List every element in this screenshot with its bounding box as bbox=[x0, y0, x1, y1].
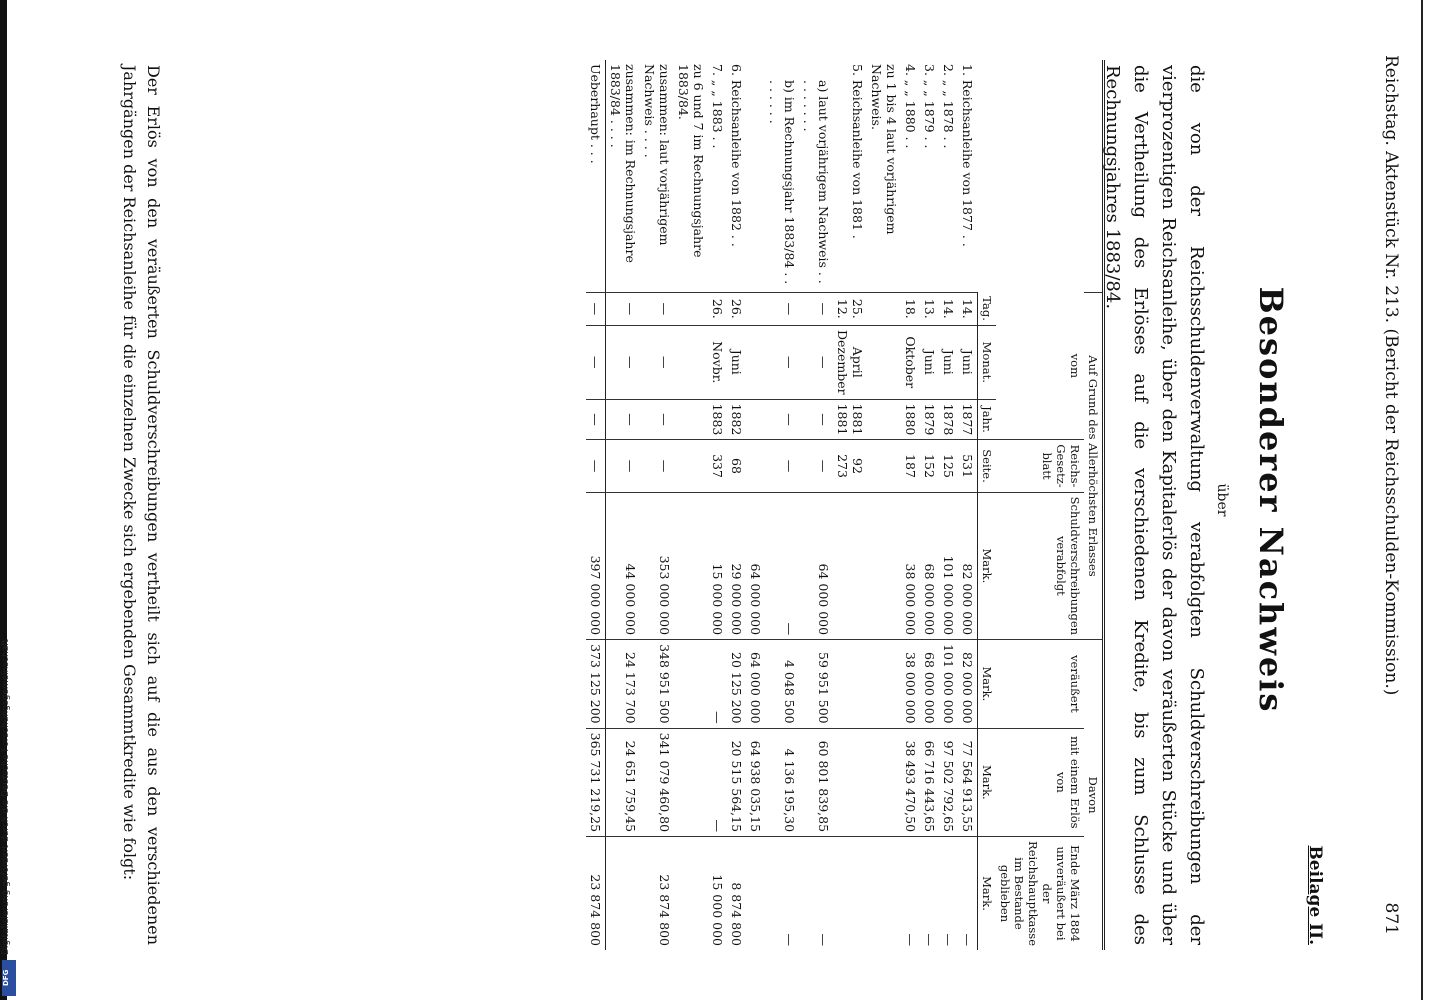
digitization-note: Digitalisierung gefördert durch die Deutsche Forschungsgemeinschaft bbox=[1, 639, 11, 955]
cell-tag bbox=[867, 292, 901, 325]
row-label: zu 6 und 7 im Rechnungsjahre 1883/84. bbox=[676, 64, 706, 258]
row-label: zusammen: laut vorjährigem Nachweis . . . . bbox=[642, 64, 672, 246]
header-erloes: mit einem Erlös von bbox=[996, 728, 1084, 836]
cell-verabfolgt bbox=[833, 492, 867, 639]
cell-tag: — bbox=[799, 292, 833, 325]
cell-veraeussert: 59 951 500 bbox=[799, 640, 833, 729]
header-verabfolgt: Schuldverschreibungen verabfolgt bbox=[996, 492, 1084, 639]
cell-veraeussert bbox=[833, 640, 867, 729]
cell-tag bbox=[746, 292, 765, 325]
cell-seite bbox=[867, 440, 901, 492]
cell-bestand: 8 874 800 bbox=[727, 837, 746, 950]
cell-veraeussert bbox=[674, 640, 708, 729]
cell-tag: 25. 12. bbox=[833, 292, 867, 325]
cell-seite: — bbox=[765, 440, 799, 492]
cell-bestand: 23 874 800 bbox=[586, 837, 606, 950]
cell-seite: 152 bbox=[920, 440, 939, 492]
cell-verabfolgt: 353 000 000 bbox=[640, 492, 674, 639]
cell-monat: Novbr. bbox=[708, 325, 727, 399]
cell-veraeussert: — bbox=[708, 640, 727, 729]
cell-bestand bbox=[867, 837, 901, 950]
table-row bbox=[920, 60, 939, 950]
cell-monat: — bbox=[586, 325, 606, 399]
cell-monat bbox=[746, 325, 765, 399]
cell-verabfolgt bbox=[674, 492, 708, 639]
cell-jahr: 1878 bbox=[939, 399, 958, 440]
header-vom: vom bbox=[1068, 353, 1082, 378]
cell-erloes: 64 938 035,15 bbox=[746, 728, 765, 836]
cell-tag: 26. bbox=[727, 292, 746, 325]
table-row bbox=[799, 60, 833, 950]
cell-veraeussert: 38 000 000 bbox=[901, 640, 920, 729]
cell-monat bbox=[674, 325, 708, 399]
table-row bbox=[958, 60, 978, 950]
table-row bbox=[765, 60, 799, 950]
cell-veraeussert: 82 000 000 bbox=[958, 640, 978, 729]
table-row bbox=[674, 60, 708, 950]
cell-bestand bbox=[833, 837, 867, 950]
table-row bbox=[586, 60, 606, 950]
cell-erloes: 77 564 913,55 bbox=[958, 728, 978, 836]
cell-monat: Juni bbox=[939, 325, 958, 399]
cell-erloes: 341 079 460,80 bbox=[640, 728, 674, 836]
header-left: Reichstag. Aktenstück Nr. 213. (Bericht der Reichsschulden-Kommission.) bbox=[1381, 55, 1401, 696]
cell-veraeussert: 4 048 500 bbox=[765, 640, 799, 729]
cell-verabfolgt: 397 000 000 bbox=[586, 492, 606, 639]
cell-jahr: — bbox=[586, 399, 606, 440]
document-title: Besonderer Nachweis bbox=[1252, 286, 1290, 714]
header-veraeussert: veräußert bbox=[996, 640, 1084, 729]
cell-seite: 68 bbox=[727, 440, 746, 492]
title-ueber: über bbox=[1214, 483, 1230, 517]
cell-erloes bbox=[674, 728, 708, 836]
cell-tag: 14. bbox=[939, 292, 958, 325]
cell-jahr: — bbox=[606, 399, 641, 440]
cell-jahr bbox=[674, 399, 708, 440]
cell-jahr: — bbox=[765, 399, 799, 440]
cell-seite: 531 bbox=[958, 440, 978, 492]
cell-seite bbox=[674, 440, 708, 492]
cell-verabfolgt: 29 000 000 bbox=[727, 492, 746, 639]
cell-bestand bbox=[606, 837, 641, 950]
table-row bbox=[746, 60, 765, 950]
cell-jahr: 1881 1881 bbox=[833, 399, 867, 440]
row-label: a) laut vorjährigem Nachweis . . . . . . . . . bbox=[801, 80, 831, 284]
cell-bestand: — bbox=[765, 837, 799, 950]
cell-bestand: — bbox=[958, 837, 978, 950]
cell-tag: — bbox=[640, 292, 674, 325]
header-monat: Monat. bbox=[978, 325, 997, 399]
cell-jahr: 1879 bbox=[920, 399, 939, 440]
header-mark-4: Mark. bbox=[978, 837, 997, 950]
cell-monat: Juni bbox=[958, 325, 978, 399]
cell-veraeussert: 68 000 000 bbox=[920, 640, 939, 729]
cell-bestand bbox=[674, 837, 708, 950]
header-mark-1: Mark. bbox=[978, 492, 997, 639]
cell-erloes: 365 731 219,25 bbox=[586, 728, 606, 836]
row-label: zu 1 bis 4 laut vorjährigem Nachweis. bbox=[869, 64, 899, 235]
cell-jahr: 1883 bbox=[708, 399, 727, 440]
cell-monat: April Dezember bbox=[833, 325, 867, 399]
cell-jahr bbox=[867, 399, 901, 440]
header-mark-3: Mark. bbox=[978, 728, 997, 836]
cell-erloes: 20 515 564,15 bbox=[727, 728, 746, 836]
table-row bbox=[708, 60, 727, 950]
page-number: 871 bbox=[1381, 902, 1401, 935]
cell-bestand: 15 000 000 bbox=[708, 837, 727, 950]
cell-monat: Oktober bbox=[901, 325, 920, 399]
cell-seite: — bbox=[586, 440, 606, 492]
cell-bestand: — bbox=[920, 837, 939, 950]
table-body bbox=[586, 60, 978, 950]
cell-erloes: 38 493 470,50 bbox=[901, 728, 920, 836]
cell-jahr bbox=[746, 399, 765, 440]
cell-tag: — bbox=[765, 292, 799, 325]
running-header bbox=[1375, 35, 1405, 965]
cell-veraeussert: 64 000 000 bbox=[746, 640, 765, 729]
cell-erloes: 24 651 759,45 bbox=[606, 728, 641, 836]
table-row bbox=[901, 60, 920, 950]
cell-erloes: 60 801 839,85 bbox=[799, 728, 833, 836]
nachweis-table bbox=[586, 60, 1105, 950]
cell-monat: — bbox=[799, 325, 833, 399]
dfg-logo: DFG bbox=[2, 960, 16, 996]
cell-veraeussert: 373 125 200 bbox=[586, 640, 606, 729]
cell-bestand: — bbox=[939, 837, 958, 950]
scan-edge-right bbox=[1421, 0, 1423, 1000]
cell-tag: — bbox=[606, 292, 641, 325]
table-row bbox=[939, 60, 958, 950]
cell-verabfolgt: 64 000 000 bbox=[799, 492, 833, 639]
cell-veraeussert bbox=[867, 640, 901, 729]
cell-tag: — bbox=[586, 292, 606, 325]
cell-seite: 125 bbox=[939, 440, 958, 492]
table-row bbox=[640, 60, 674, 950]
table-row bbox=[867, 60, 901, 950]
cell-monat: Juni bbox=[920, 325, 939, 399]
cell-erloes bbox=[867, 728, 901, 836]
cell-monat: — bbox=[640, 325, 674, 399]
cell-veraeussert: 348 951 500 bbox=[640, 640, 674, 729]
row-label: 7. „ „ 1883 . . bbox=[710, 64, 725, 149]
cell-tag bbox=[674, 292, 708, 325]
cell-veraeussert: 101 000 000 bbox=[939, 640, 958, 729]
cell-seite: 92 273 bbox=[833, 440, 867, 492]
cell-jahr: 1882 bbox=[727, 399, 746, 440]
row-label: 6. Reichsanleihe von 1882 . . bbox=[729, 64, 744, 247]
cell-monat: — bbox=[765, 325, 799, 399]
cell-monat: Juni bbox=[727, 325, 746, 399]
beilage-label: Beilage II. bbox=[1305, 845, 1325, 945]
cell-seite: 187 bbox=[901, 440, 920, 492]
header-rgbl: Reichs-Gesetz-blatt bbox=[996, 440, 1084, 492]
cell-bestand: — bbox=[799, 837, 833, 950]
row-label: 2. „ „ 1878 . . bbox=[941, 64, 956, 149]
cell-tag: 13. bbox=[920, 292, 939, 325]
table-row bbox=[727, 60, 746, 950]
cell-tag: 14. bbox=[958, 292, 978, 325]
cell-verabfolgt: 68 000 000 bbox=[920, 492, 939, 639]
header-tag: Tag. bbox=[978, 292, 997, 325]
cell-erloes bbox=[833, 728, 867, 836]
row-label: zusammen: im Rechnungsjahre 1883/84 . . . . bbox=[608, 64, 638, 263]
cell-monat bbox=[867, 325, 901, 399]
header-seite: Seite. bbox=[978, 440, 997, 492]
header-mark-2: Mark. bbox=[978, 640, 997, 729]
cell-veraeussert: 20 125 200 bbox=[727, 640, 746, 729]
intro-text: die von der Reichsschuldenverwaltung verabfolgten Schuldverschreibungen der vierprozentigen Reichsanleihe, über den Kapitalerlös der davon veräußerten Stücke und über die Vertheilung des Erlöses auf die verschiedenen Kredite, bis zum Schlusse des Rechnungsjahres 1883/84. bbox=[1102, 65, 1207, 945]
cell-erloes: 4 136 195,30 bbox=[765, 728, 799, 836]
cell-seite: 337 bbox=[708, 440, 727, 492]
cell-monat: — bbox=[606, 325, 641, 399]
header-erlass: Auf Grund des Allerhöchsten Erlasses bbox=[1084, 292, 1104, 639]
row-label: 3. „ „ 1879 . . bbox=[922, 64, 937, 149]
header-blank bbox=[978, 60, 1104, 292]
cell-jahr: 1877 bbox=[958, 399, 978, 440]
cell-bestand bbox=[746, 837, 765, 950]
table-row bbox=[833, 60, 867, 950]
rotated-document-page bbox=[105, 35, 1405, 965]
cell-verabfolgt: 101 000 000 bbox=[939, 492, 958, 639]
cell-erloes: 97 502 792,65 bbox=[939, 728, 958, 836]
cell-verabfolgt: 38 000 000 bbox=[901, 492, 920, 639]
footer-text: Der Erlös von den veräußerten Schuldverschreibungen vertheilt sich auf die aus den verschiedenen Jahrgängen der Reichsanleihe für die einzelnen Zwecke sich ergebenden Gesammtkredite wie folgt: bbox=[120, 65, 163, 945]
header-jahr: Jahr. bbox=[978, 399, 997, 440]
cell-seite bbox=[746, 440, 765, 492]
cell-verabfolgt: — bbox=[765, 492, 799, 639]
cell-verabfolgt bbox=[867, 492, 901, 639]
cell-seite: — bbox=[799, 440, 833, 492]
cell-jahr: — bbox=[640, 399, 674, 440]
cell-erloes: 66 716 443,65 bbox=[920, 728, 939, 836]
cell-seite: — bbox=[640, 440, 674, 492]
cell-verabfolgt: 15 000 000 bbox=[708, 492, 727, 639]
row-label: b) im Rechnungsjahr 1883/84 . . . . . . . . bbox=[767, 80, 797, 285]
cell-veraeussert: 24 173 700 bbox=[606, 640, 641, 729]
row-label: 1. Reichsanleihe von 1877 . . bbox=[960, 64, 976, 247]
header-bestand: Ende März 1884 unveräußert bei der Reichshauptkasse im Bestande geblieben bbox=[996, 837, 1084, 950]
row-label: 5. Reichsanleihe von 1881 . bbox=[850, 64, 865, 239]
header-davon: Davon bbox=[1084, 640, 1104, 950]
row-label bbox=[746, 60, 765, 292]
row-label: 4. „ „ 1880 . . bbox=[903, 64, 918, 149]
cell-jahr: — bbox=[799, 399, 833, 440]
cell-erloes: — bbox=[708, 728, 727, 836]
cell-tag: 26. bbox=[708, 292, 727, 325]
cell-verabfolgt: 64 000 000 bbox=[746, 492, 765, 639]
cell-bestand: 23 874 800 bbox=[640, 837, 674, 950]
cell-verabfolgt: 44 000 000 bbox=[606, 492, 641, 639]
cell-verabfolgt: 82 000 000 bbox=[958, 492, 978, 639]
table-row bbox=[606, 60, 641, 950]
cell-bestand: — bbox=[901, 837, 920, 950]
row-label: Ueberhaupt . . . bbox=[586, 60, 606, 292]
cell-seite: — bbox=[606, 440, 641, 492]
cell-jahr: 1880 bbox=[901, 399, 920, 440]
cell-tag: 18. bbox=[901, 292, 920, 325]
